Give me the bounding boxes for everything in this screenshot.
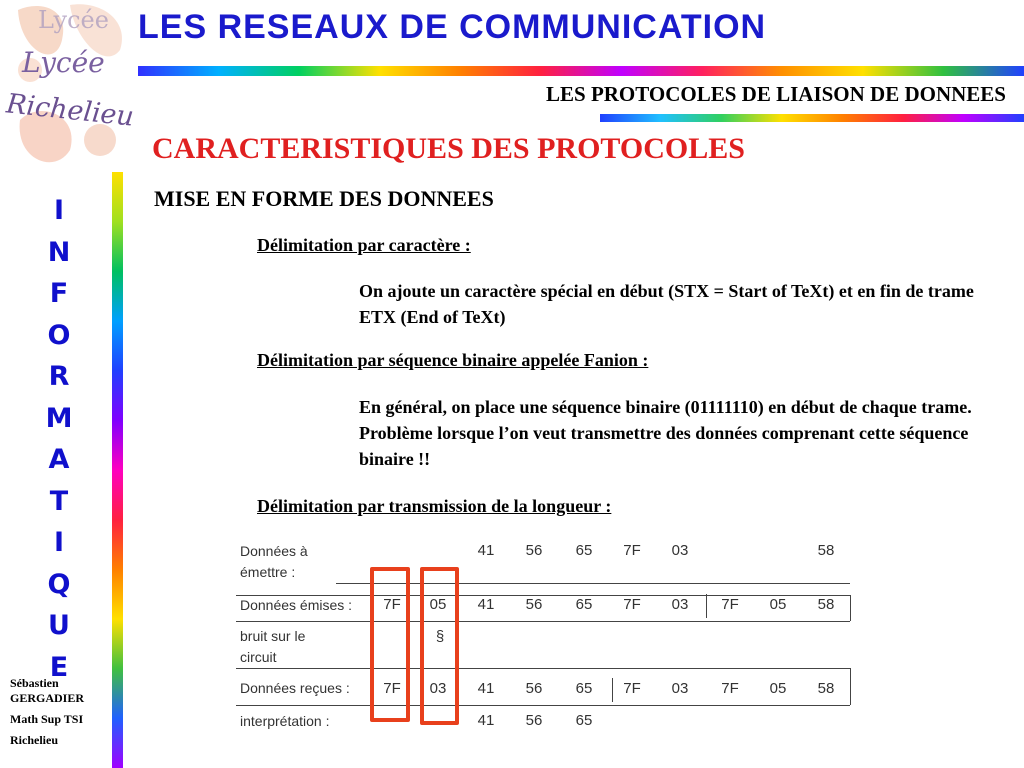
- label-received: Données reçues :: [240, 680, 350, 696]
- rainbow-bar-middle: [600, 114, 1024, 122]
- cell-sent: 05: [769, 596, 787, 613]
- cell-received: 7F: [623, 680, 641, 697]
- vertical-letter: I: [53, 527, 65, 558]
- logo-text-1: Lycée: [38, 6, 109, 34]
- vertical-letter: I: [53, 195, 65, 226]
- cell-sent: 7F: [383, 596, 401, 613]
- subtitle: LES PROTOCOLES DE LIAISON DE DONNEES: [546, 82, 1006, 106]
- cell-to-send: 41: [477, 542, 495, 559]
- cell-interpretation: 41: [477, 712, 495, 729]
- label-to-send: Données à émettre :: [240, 543, 308, 580]
- heading: MISE EN FORME DES DONNEES: [154, 186, 494, 211]
- vertical-letter: E: [49, 651, 69, 683]
- cell-received: 41: [477, 680, 495, 697]
- cell-received: 05: [769, 680, 787, 697]
- frame-example-table: [236, 538, 856, 738]
- logo-text-3: Richelieu: [4, 88, 136, 133]
- column-separator: [850, 668, 851, 705]
- row-separator: [236, 621, 850, 622]
- author-firstname: Sébastien: [10, 676, 59, 690]
- cell-sent: 58: [817, 596, 835, 613]
- cell-sent: 03: [671, 596, 689, 613]
- label-sent: Données émises :: [240, 597, 353, 613]
- cell-to-send: 58: [817, 542, 835, 559]
- subheading-character: Délimitation par caractère :: [257, 235, 471, 255]
- cell-received: 03: [429, 680, 447, 697]
- main-title: LES RESEAUX DE COMMUNICATION: [138, 8, 767, 46]
- column-separator: [850, 595, 851, 621]
- vertical-letter: A: [48, 444, 70, 475]
- vertical-letter: N: [47, 236, 71, 268]
- section-title: CARACTERISTIQUES DES PROTOCOLES: [152, 132, 745, 165]
- vertical-letter: U: [48, 610, 70, 641]
- cell-to-send: 7F: [623, 542, 641, 559]
- author-block: [10, 676, 84, 754]
- cell-to-send: 56: [525, 542, 543, 559]
- vertical-letter: F: [49, 278, 69, 309]
- cell-sent: 7F: [623, 596, 641, 613]
- cell-interpretation: 56: [525, 712, 543, 729]
- rainbow-bar-top: [138, 66, 1024, 76]
- cell-sent: 7F: [721, 596, 739, 613]
- column-separator: [706, 594, 707, 618]
- cell-received: 03: [671, 680, 689, 697]
- paragraph-flag: En général, on place une séquence binaire (01111110) en début de chaque trame. Problème lorsque l’on veut transmettre des données comprenant cette séquence binaire !!: [359, 397, 972, 469]
- highlight-box-flag: [370, 567, 410, 722]
- row-separator: [236, 705, 850, 706]
- subheading-length: Délimitation par transmission de la longueur :: [257, 496, 612, 516]
- label-noise: bruit sur le circuit: [240, 628, 306, 665]
- subheading-flag: Délimitation par séquence binaire appelée Fanion :: [257, 350, 649, 370]
- cell-received: 65: [575, 680, 593, 697]
- cell-sent: 65: [575, 596, 593, 613]
- vertical-letter: Q: [47, 568, 71, 600]
- rainbow-bar-side: [112, 172, 123, 768]
- cell-to-send: 03: [671, 542, 689, 559]
- logo-text-2: Lycée: [22, 46, 105, 79]
- noise-mark: §: [435, 628, 445, 645]
- cell-interpretation: 65: [575, 712, 593, 729]
- vertical-word-informatique: [34, 190, 84, 688]
- author-school: Richelieu: [10, 733, 58, 747]
- cell-received: 58: [817, 680, 835, 697]
- author-class: Math Sup TSI: [10, 712, 84, 726]
- lycee-richelieu-logo: [0, 0, 140, 175]
- vertical-letter: R: [48, 361, 70, 392]
- cell-received: 7F: [383, 680, 401, 697]
- cell-received: 56: [525, 680, 543, 697]
- cell-to-send: 65: [575, 542, 593, 559]
- cell-sent: 41: [477, 596, 495, 613]
- vertical-letter: O: [47, 319, 71, 351]
- paragraph-character: On ajoute un caractère spécial en début (STX = Start of TeXt) et en fin de trame ETX (End of TeXt): [359, 281, 974, 327]
- vertical-letter: T: [49, 485, 69, 517]
- label-interpretation: interprétation :: [240, 713, 330, 729]
- vertical-letter: M: [45, 402, 73, 434]
- row-separator: [336, 583, 850, 584]
- author-lastname: GERGADIER: [10, 691, 85, 705]
- cell-sent: 05: [429, 596, 447, 613]
- highlight-box-length: [420, 567, 459, 725]
- cell-sent: 56: [525, 596, 543, 613]
- cell-received: 7F: [721, 680, 739, 697]
- row-separator: [236, 668, 850, 669]
